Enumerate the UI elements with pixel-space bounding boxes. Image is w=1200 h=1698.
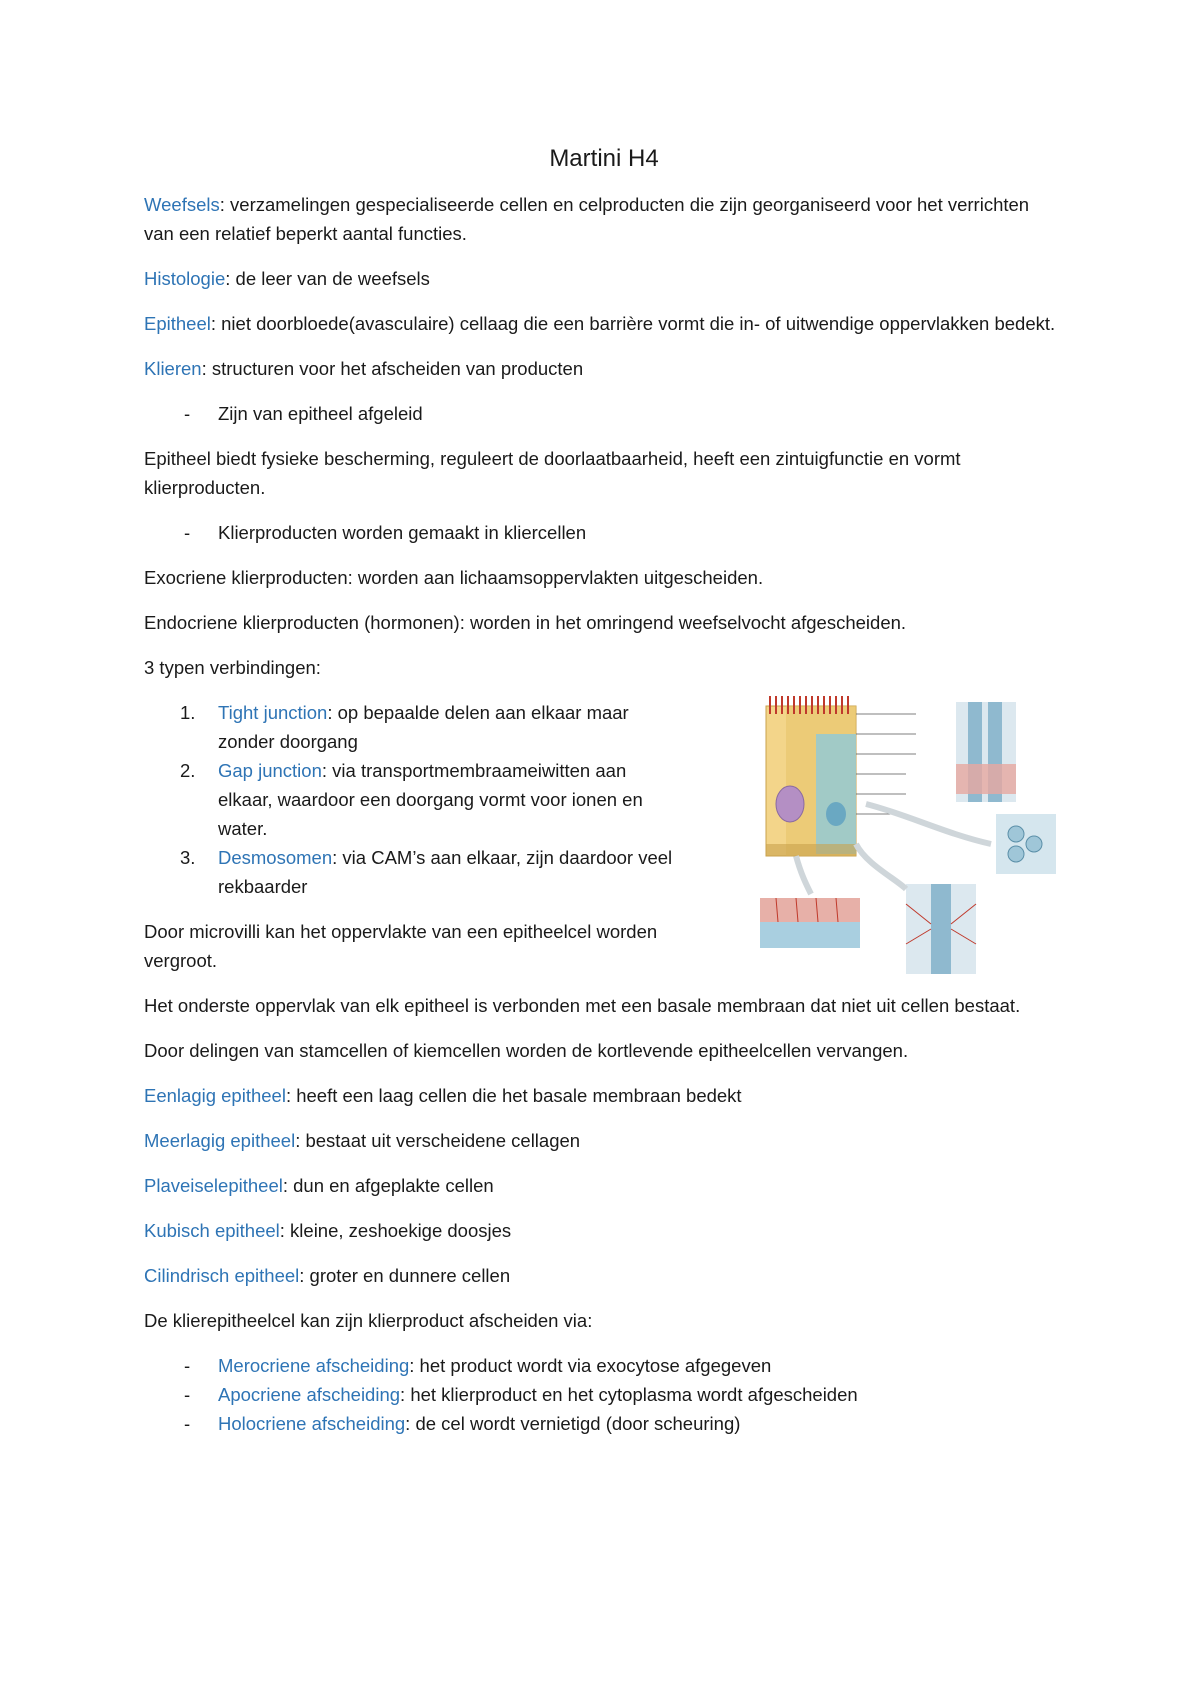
paragraph-stamcellen: Door delingen van stamcellen of kiemcellen worden de kortlevende epitheelcellen vervangen. <box>144 1040 909 1061</box>
paragraph-microvilli: Door microvilli kan het oppervlakte van een epitheelcel worden vergroot. <box>144 921 658 971</box>
term: Kubisch epitheel <box>144 1220 280 1241</box>
page-title: Martini H4 <box>549 145 659 172</box>
dash-bullet: - <box>184 1384 191 1405</box>
list-item: - Merocriene afscheiding: het product wordt via exocytose afgegeven <box>144 1351 1064 1380</box>
list-item: - Klierproducten worden gemaakt in kliercellen <box>144 518 1064 547</box>
term: Eenlagig epitheel <box>144 1085 286 1106</box>
definition: : de leer van de weefsels <box>225 268 430 289</box>
bullet-list <box>144 518 1064 547</box>
dash-bullet: - <box>184 522 191 543</box>
dash-bullet: - <box>184 1355 191 1376</box>
list-item: - Zijn van epitheel afgeleid <box>144 399 1064 428</box>
term: Klieren <box>144 358 202 379</box>
junctions-list <box>144 698 684 901</box>
gap-junction-detail <box>996 814 1056 874</box>
paragraph-exocriene: Exocriene klierproducten: worden aan lichaamsoppervlakten uitgescheiden. <box>144 567 764 588</box>
definition: : verzamelingen gespecialiseerde cellen en celproducten die zijn georganiseerd voor het verrichten van een relatief beperkt aantal functies. <box>144 194 1030 244</box>
secretion-list <box>144 1351 1064 1438</box>
list-item: - Holocriene afscheiding: de cel wordt vernietigd (door scheuring) <box>144 1409 1064 1438</box>
list-item: - Apocriene afscheiding: het klierproduct en het cytoplasma wordt afgescheiden <box>144 1380 1064 1409</box>
term: Holocriene afscheiding <box>218 1413 406 1434</box>
term: Plaveiselepitheel <box>144 1175 283 1196</box>
term: Weefsels <box>144 194 220 215</box>
term: Tight junction <box>218 702 328 723</box>
paragraph-plaveisel: Plaveiselepitheel: dun en afgeplakte cellen <box>144 1175 494 1196</box>
paragraph-histologie <box>144 264 1064 293</box>
dash-bullet: - <box>184 403 191 424</box>
paragraph-kubisch: Kubisch epitheel: kleine, zeshoekige doosjes <box>144 1220 512 1241</box>
term: Histologie <box>144 268 226 289</box>
list-number: 1. <box>180 702 196 723</box>
term: Meerlagig epitheel <box>144 1130 296 1151</box>
basal-strip-detail <box>760 898 860 948</box>
paragraph-cilindrisch: Cilindrisch epitheel: groter en dunnere cellen <box>144 1265 511 1286</box>
paragraph-epitheel <box>144 309 1064 338</box>
list-number: 2. <box>180 760 196 781</box>
tight-junction-detail <box>956 702 1016 802</box>
paragraph-eenlagig: Eenlagig epitheel: heeft een laag cellen die het basale membraan bedekt <box>144 1085 742 1106</box>
list-item: 1. Tight junction: op bepaalde delen aan elkaar maar zonder doorgang <box>144 698 684 756</box>
term: Cilindrisch epitheel <box>144 1265 300 1286</box>
paragraph-weefsels <box>144 190 1064 248</box>
list-item: 3. Desmosomen: via CAM’s aan elkaar, zijn daardoor veel rekbaarder <box>144 843 684 901</box>
term: Desmosomen <box>218 847 333 868</box>
epithelial-cell-block <box>766 696 856 856</box>
bullet-list <box>144 399 1064 428</box>
list-number: 3. <box>180 847 196 868</box>
term: Merocriene afscheiding <box>218 1355 410 1376</box>
dash-bullet: - <box>184 1413 191 1434</box>
paragraph-basale-membraan: Het onderste oppervlak van elk epitheel is verbonden met een basale membraan dat niet uit cellen bestaat. <box>144 995 1021 1016</box>
paragraph-afscheiding-intro: De klierepitheelcel kan zijn klierproduct afscheiden via: <box>144 1310 593 1331</box>
definition: : niet doorbloede(avasculaire) cellaag die een barrière vormt die in- of uitwendige oppervlakken bedekt. <box>210 313 1056 334</box>
paragraph-klieren <box>144 354 1064 383</box>
term: Epitheel <box>144 313 211 334</box>
definition: : structuren voor het afscheiden van producten <box>201 358 584 379</box>
list-item: 2. Gap junction: via transportmembraameiwitten aan elkaar, waardoor een doorgang vormt voor ionen en water. <box>144 756 684 843</box>
cell-junctions-illustration <box>756 694 1078 984</box>
desmosome-detail <box>906 884 976 974</box>
paragraph-meerlagig: Meerlagig epitheel: bestaat uit verscheidene cellagen <box>144 1130 581 1151</box>
paragraph-epitheel-functies: Epitheel biedt fysieke bescherming, reguleert de doorlaatbaarheid, heeft een zintuigfunctie en vormt klierproducten. <box>144 448 961 498</box>
paragraph-endocriene: Endocriene klierproducten (hormonen): worden in het omringend weefselvocht afgescheiden. <box>144 612 907 633</box>
term: Apocriene afscheiding <box>218 1384 401 1405</box>
paragraph-verbindingen-intro: 3 typen verbindingen: <box>144 657 321 678</box>
term: Gap junction <box>218 760 322 781</box>
